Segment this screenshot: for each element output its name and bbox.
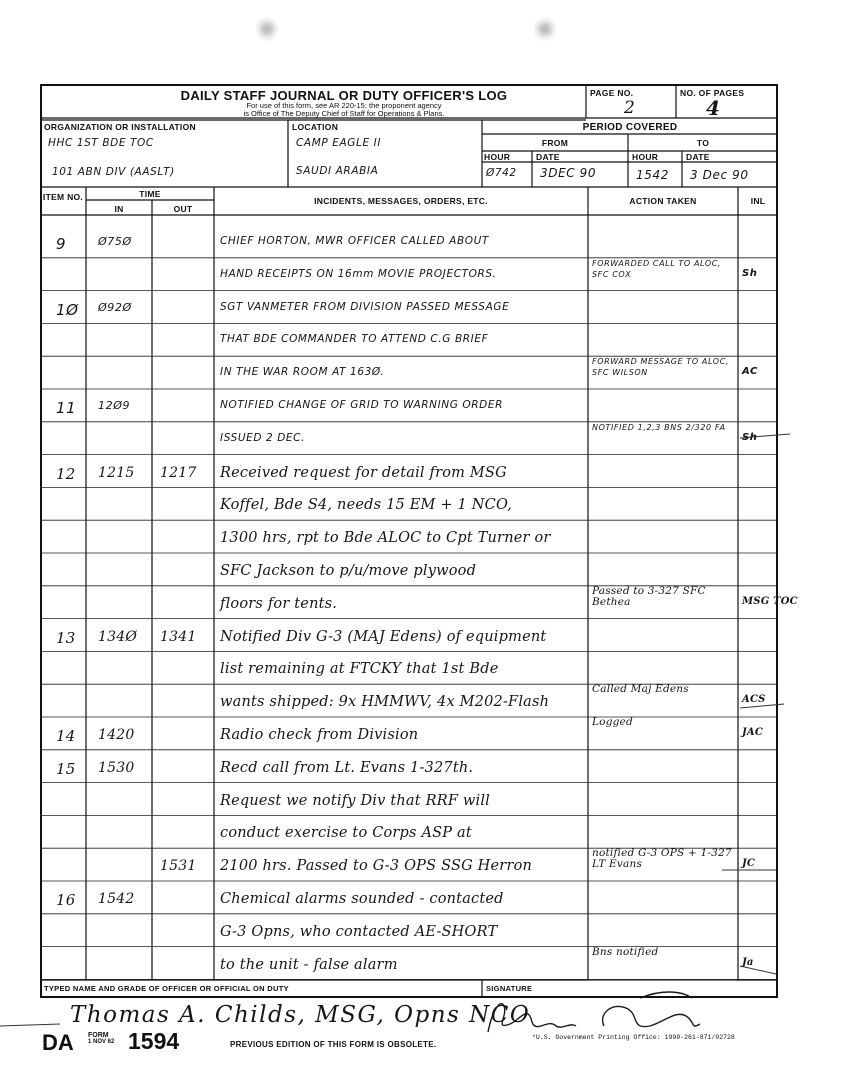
initials: JC <box>742 858 756 870</box>
time-header: TIME <box>139 189 161 199</box>
incident-text: list remaining at FTCKY that 1st Bde <box>220 661 499 678</box>
log-row <box>0 817 856 850</box>
inl-header: INL <box>750 196 766 206</box>
location-line-2: SAUDI ARABIA <box>296 165 379 177</box>
time-out: 1531 <box>160 858 197 875</box>
incident-text: ISSUED 2 DEC. <box>220 431 306 444</box>
log-row <box>0 489 856 522</box>
time-in: 12Ø9 <box>98 399 131 412</box>
log-row <box>0 260 856 293</box>
initials: Sh <box>742 431 758 443</box>
form-date: 1 NOV 62 <box>88 1039 115 1045</box>
item-number: 11 <box>56 399 77 417</box>
incident-text: 2100 hrs. Passed to G-3 OPS SSG Herron <box>220 858 533 875</box>
incident-text: G-3 Opns, who contacted AE-SHORT <box>220 923 498 940</box>
incident-text: Recd call from Lt. Evans 1-327th. <box>220 759 474 776</box>
item-number: 16 <box>56 891 76 909</box>
incident-text: CHIEF HORTON, MWR OFFICER CALLED ABOUT <box>220 235 489 247</box>
log-row <box>0 752 856 785</box>
log-row <box>0 358 856 391</box>
incident-text: wants shipped: 9x HMMWV, 4x M202-Flash <box>220 694 550 711</box>
log-row <box>0 785 856 818</box>
initials: JAC <box>742 727 764 738</box>
from-hour-label: HOUR <box>484 152 511 162</box>
action-taken: Bns notified <box>592 945 659 958</box>
form-number: 1594 <box>128 1028 180 1054</box>
org-line-1: HHC 1ST BDE TOC <box>48 137 154 149</box>
log-row <box>0 325 856 358</box>
item-no-header: ITEM NO. <box>42 192 84 202</box>
time-in-header: IN <box>114 204 124 214</box>
signature-label: SIGNATURE <box>486 984 533 993</box>
incident-text: Notified Div G-3 (MAJ Edens) of equipment <box>220 628 547 645</box>
log-row <box>0 716 856 752</box>
time-in: 1542 <box>98 891 135 907</box>
to-hour-label: HOUR <box>632 152 659 162</box>
initials: Sh <box>742 267 758 279</box>
location-label: LOCATION <box>292 122 339 132</box>
log-row <box>0 653 856 686</box>
org-label: ORGANIZATION OR INSTALLATION <box>44 122 196 132</box>
incident-text: THAT BDE COMMANDER TO ATTEND C.G BRIEF <box>220 333 489 346</box>
log-row <box>0 522 856 555</box>
to-label: TO <box>696 138 710 148</box>
log-row <box>0 293 856 326</box>
from-date-value: 3DEC 90 <box>540 166 597 180</box>
incident-text: 1300 hrs, rpt to Bde ALOC to Cpt Turner or <box>220 530 551 547</box>
obsolete-notice: PREVIOUS EDITION OF THIS FORM IS OBSOLETE. <box>230 1040 437 1049</box>
log-row <box>0 555 856 588</box>
item-number: 1Ø <box>56 300 79 319</box>
incident-text: Radio check from Division <box>220 727 419 743</box>
officer-name: Thomas A. Childs, MSG, Opns NCO <box>70 1002 531 1028</box>
incident-text: to the unit - false alarm <box>220 956 398 973</box>
incident-text: HAND RECEIPTS ON 16mm MOVIE PROJECTORS. <box>220 267 497 280</box>
item-number: 14 <box>56 727 76 745</box>
initials: Ja <box>742 956 754 968</box>
form-subtitle-1: For use of this form, see AR 220-15; the proponent agency <box>246 101 442 110</box>
time-out: 1341 <box>160 628 197 645</box>
initials: AC <box>742 366 758 378</box>
time-in: Ø92Ø <box>98 300 132 314</box>
to-hour-value: 1542 <box>636 168 669 182</box>
incident-text: Chemical alarms sounded - contacted <box>220 891 504 907</box>
incident-text: conduct exercise to Corps ASP at <box>220 825 472 842</box>
gpo-notice: *U.S. Government Printing Office: 1990-261-871/02728 <box>532 1034 735 1041</box>
incident-text: SGT VANMETER FROM DIVISION PASSED MESSAGE <box>220 300 510 313</box>
time-in: 1215 <box>98 464 135 481</box>
log-row <box>0 683 856 719</box>
item-number: 13 <box>56 628 76 647</box>
incident-text: Received request for detail from MSG <box>220 464 507 481</box>
item-number: 9 <box>56 235 67 253</box>
from-hour-value: Ø742 <box>486 167 517 179</box>
incidents-header: INCIDENTS, MESSAGES, ORDERS, ETC. <box>314 196 488 206</box>
form-label: FORM <box>88 1032 109 1039</box>
no-of-pages-label: NO. OF PAGES <box>680 88 745 98</box>
to-date-value: 3 Dec 90 <box>690 168 749 182</box>
item-number: 15 <box>56 759 76 778</box>
da-label: DA <box>42 1030 74 1055</box>
time-out-header: OUT <box>173 204 193 214</box>
log-row <box>0 847 856 883</box>
log-row <box>0 621 856 654</box>
log-row <box>0 916 856 949</box>
action-taken: Passed to 3-327 SFC Bethea <box>592 584 706 608</box>
action-header: ACTION TAKEN <box>629 196 697 206</box>
incident-text: Request we notify Div that RRF will <box>220 792 491 809</box>
action-taken: NOTIFIED 1,2,3 BNS 2/320 FA <box>592 422 726 432</box>
incident-text: IN THE WAR ROOM AT 163Ø. <box>220 366 385 379</box>
typed-name-label: TYPED NAME AND GRADE OF OFFICER OR OFFICIAL ON DUTY <box>44 984 289 993</box>
log-row <box>0 945 856 982</box>
incident-text: Koffel, Bde S4, needs 15 EM + 1 NCO, <box>220 497 513 514</box>
org-line-2: 101 ABN DIV (AASLT) <box>52 166 175 178</box>
log-row <box>0 584 856 621</box>
page-no-value: 2 <box>624 98 636 118</box>
incident-text: NOTIFIED CHANGE OF GRID TO WARNING ORDER <box>220 399 503 411</box>
form-subtitle-2: is Office of The Deputy Chief of Staff for Operations & Plans. <box>243 109 445 118</box>
incident-text: SFC Jackson to p/u/move plywood <box>220 563 477 579</box>
action-taken: FORWARD MESSAGE TO ALOC, SFC WILSON <box>592 357 730 378</box>
to-date-label: DATE <box>686 152 710 162</box>
no-of-pages-value: 4 <box>706 96 721 120</box>
initials: ACS <box>742 694 766 706</box>
action-taken: Called Maj Edens <box>592 683 689 696</box>
form-title: DAILY STAFF JOURNAL OR DUTY OFFICER'S LOG <box>180 88 508 103</box>
log-row <box>0 391 856 424</box>
item-number: 12 <box>56 464 76 483</box>
time-in: 1420 <box>98 727 135 743</box>
action-taken: Logged <box>592 716 633 728</box>
time-in: Ø75Ø <box>98 235 132 248</box>
time-in: 1530 <box>98 759 135 776</box>
time-out: 1217 <box>160 464 197 481</box>
page-no-label: PAGE NO. <box>590 88 634 98</box>
log-row <box>0 883 856 916</box>
incident-text: floors for tents. <box>220 595 338 612</box>
action-taken: notified G-3 OPS + 1-327 LT Evans <box>592 847 732 871</box>
location-line-1: CAMP EAGLE II <box>296 137 382 149</box>
initials: MSG TOC <box>742 595 798 607</box>
log-row <box>0 457 856 490</box>
log-row <box>0 227 856 260</box>
log-row <box>0 424 856 457</box>
from-label: FROM <box>541 138 569 148</box>
period-covered-label: PERIOD COVERED <box>582 122 678 133</box>
action-taken: FORWARDED CALL TO ALOC, SFC COX <box>592 258 722 279</box>
time-in: 134Ø <box>98 628 137 645</box>
from-date-label: DATE <box>536 152 560 162</box>
